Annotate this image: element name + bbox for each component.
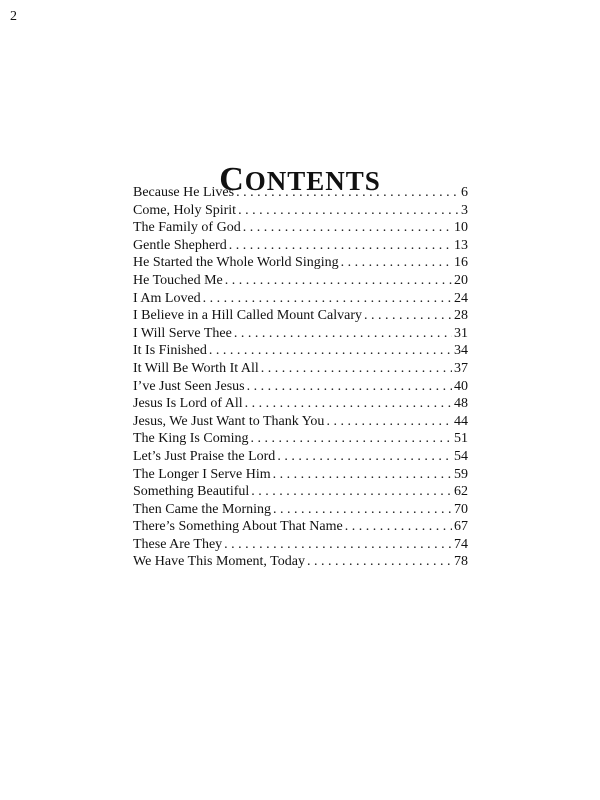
toc-dot-leader [273,501,452,519]
toc-entry [133,307,468,325]
toc-entry-page: 24 [454,290,468,306]
toc-entry [133,536,468,554]
toc-entry-title: The King Is Coming [133,431,249,447]
toc-entry [133,290,468,308]
toc-entry-page: 70 [454,501,468,517]
toc-entry-title: Come, Holy Spirit [133,202,237,218]
toc-entry-page: 54 [454,448,468,464]
table-of-contents [133,184,468,571]
toc-dot-leader [238,202,459,220]
toc-entry-title: There’s Something About That Name [133,519,343,535]
toc-dot-leader [261,360,452,378]
toc-entry [133,219,468,237]
toc-dot-leader [243,219,452,237]
toc-entry-page: 20 [454,272,468,288]
toc-entry-title: It Is Finished [133,343,207,359]
toc-dot-leader [225,272,452,290]
toc-entry [133,430,468,448]
toc-dot-leader [236,184,459,202]
toc-entry [133,325,468,343]
toc-entry [133,378,468,396]
toc-entry-page: 67 [454,519,468,535]
toc-entry-page: 34 [454,343,468,359]
toc-entry [133,342,468,360]
toc-dot-leader [273,466,452,484]
toc-entry [133,360,468,378]
toc-dot-leader [229,237,452,255]
toc-entry [133,483,468,501]
page-title-rest: ONTENTS [244,165,381,196]
toc-entry-title: The Family of God [133,220,241,236]
toc-entry-title: I Am Loved [133,290,201,306]
toc-entry-title: Something Beautiful [133,484,250,500]
toc-entry-title: He Touched Me [133,272,223,288]
toc-entry-title: I Will Serve Thee [133,325,232,341]
toc-entry [133,184,468,202]
toc-dot-leader [247,378,452,396]
toc-dot-leader [251,430,453,448]
toc-dot-leader [251,483,452,501]
toc-entry [133,202,468,220]
toc-entry-title: I’ve Just Seen Jesus [133,378,245,394]
toc-entry [133,501,468,519]
toc-entry [133,466,468,484]
toc-dot-leader [341,254,452,272]
toc-entry-page: 74 [454,536,468,552]
toc-dot-leader [245,395,452,413]
toc-entry [133,553,468,571]
toc-entry-page: 16 [454,255,468,271]
toc-entry-page: 37 [454,360,468,376]
toc-entry-page: 13 [454,237,468,253]
toc-entry-page: 6 [461,185,468,200]
toc-entry [133,448,468,466]
toc-entry-title: Let’s Just Praise the Lord [133,448,276,464]
toc-dot-leader [326,413,452,431]
toc-entry-page: 31 [454,325,468,341]
toc-entry-page: 28 [454,308,468,324]
toc-entry-title: I Believe in a Hill Called Mount Calvary [133,308,363,324]
toc-entry-page: 44 [454,413,468,429]
toc-entry-title: Gentle Shepherd [133,237,227,253]
toc-dot-leader [364,307,452,325]
toc-dot-leader [209,342,452,360]
toc-entry-title: We Have This Moment, Today [133,554,305,570]
toc-entry-page: 40 [454,378,468,394]
toc-entry-title: Then Came the Morning [133,501,272,517]
toc-dot-leader [203,290,452,308]
toc-entry-page: 51 [454,431,468,447]
toc-entry [133,272,468,290]
toc-dot-leader [307,553,452,571]
toc-entry [133,413,468,431]
toc-dot-leader [224,536,452,554]
toc-entry-page: 10 [454,220,468,236]
toc-entry-page: 78 [454,554,468,570]
toc-entry [133,518,468,536]
toc-entry-title: Jesus Is Lord of All [133,396,243,412]
page-number: 2 [10,9,17,24]
toc-entry-page: 48 [454,396,468,412]
toc-entry-title: He Started the Whole World Singing [133,255,339,271]
toc-dot-leader [345,518,452,536]
toc-entry [133,395,468,413]
toc-entry-title: Because He Lives [133,185,235,200]
toc-dot-leader [234,325,452,343]
toc-dot-leader [277,448,452,466]
page-title-initial: C [219,160,245,198]
toc-entry [133,254,468,272]
toc-entry-title: Jesus, We Just Want to Thank You [133,413,325,429]
toc-entry [133,237,468,255]
toc-entry-title: It Will Be Worth It All [133,360,259,376]
toc-entry-title: These Are They [133,536,223,552]
toc-entry-page: 3 [461,202,468,218]
toc-entry-page: 59 [454,466,468,482]
toc-entry-page: 62 [454,484,468,500]
toc-entry-title: The Longer I Serve Him [133,466,271,482]
